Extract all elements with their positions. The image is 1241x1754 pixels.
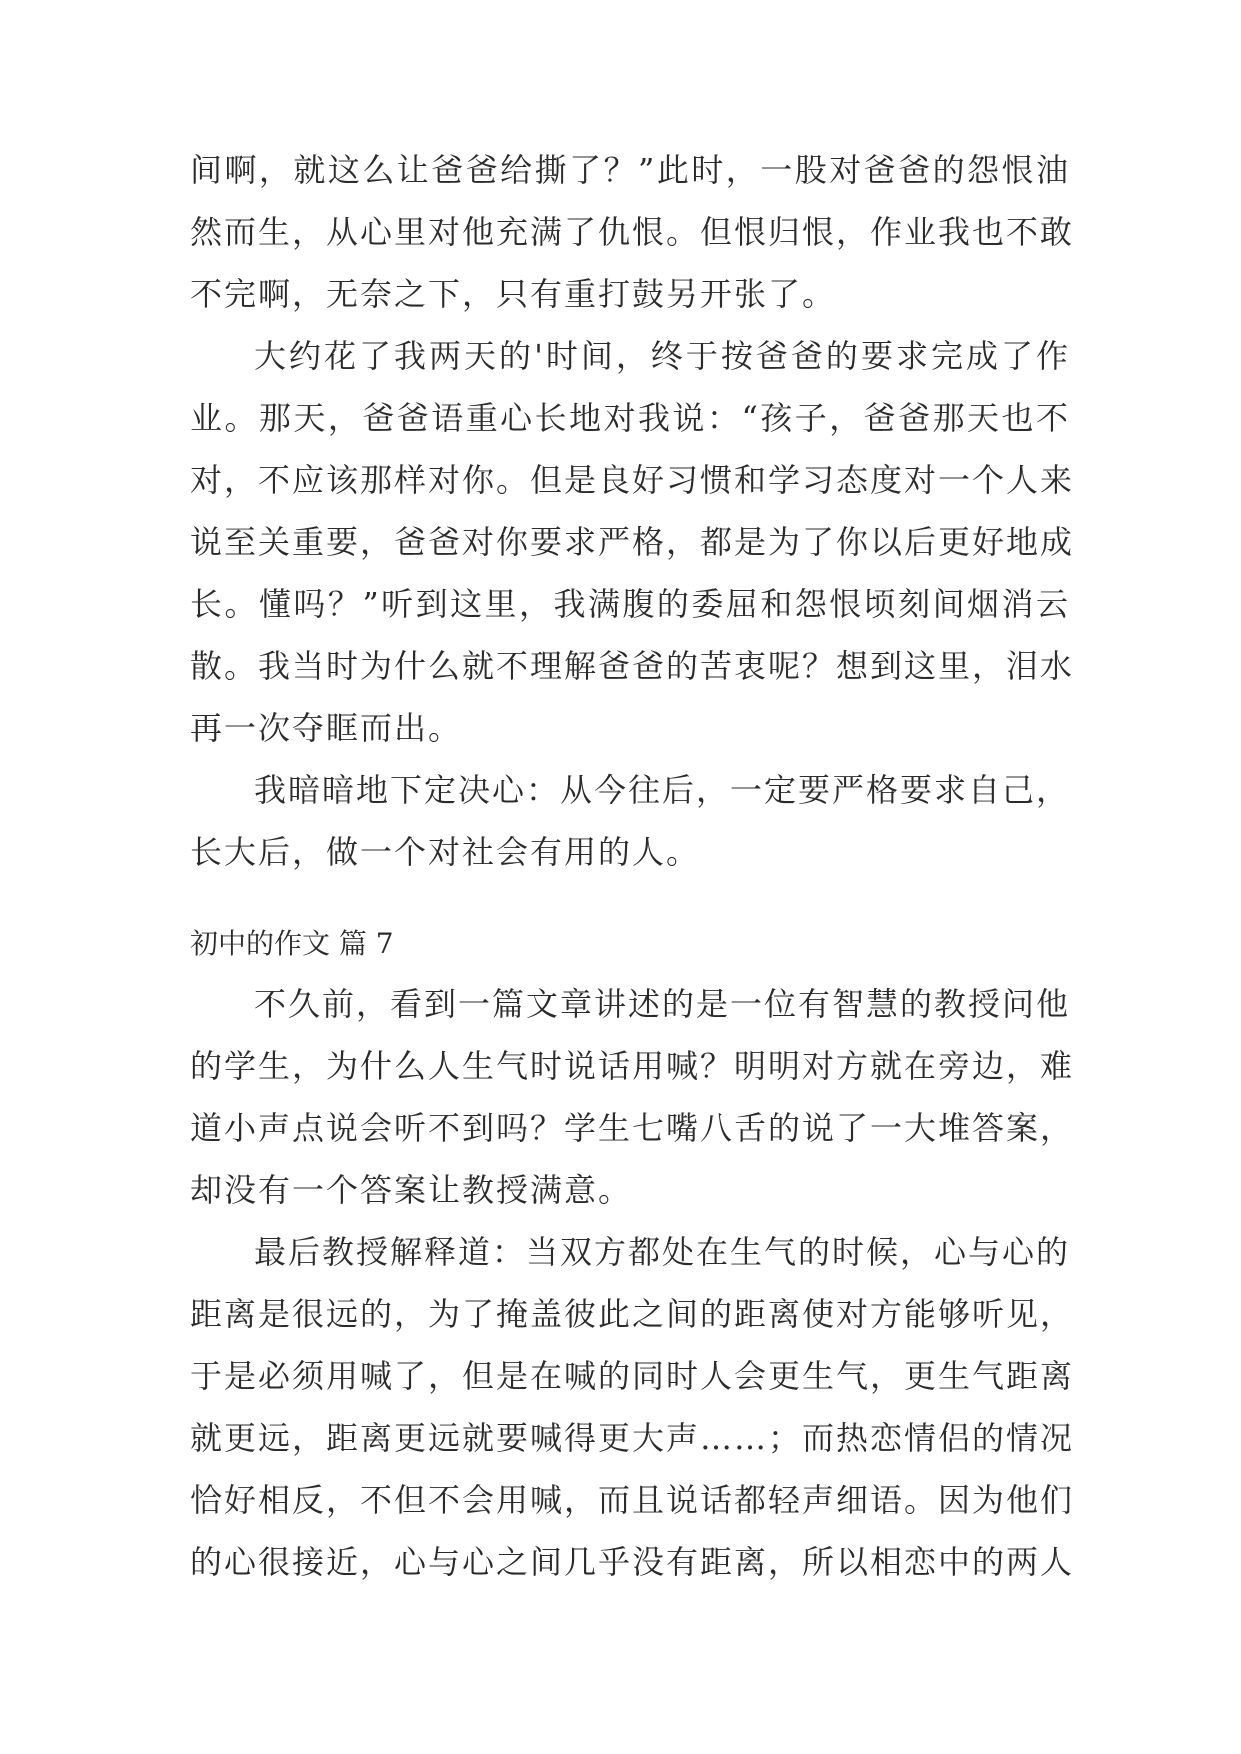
text-line: 对，不应该那样对你。但是良好习惯和学习态度对一个人来 [190, 461, 1075, 499]
text-line: 的学生，为什么人生气时说话用喊？明明对方就在旁边，难 [190, 1047, 1075, 1085]
section-heading: 初中的作文 篇 7 [190, 927, 394, 960]
text-line: 散。我当时为什么就不理解爸爸的苦衷呢？想到这里，泪水 [190, 647, 1075, 685]
text-line: 就更远，距离更远就要喊得更大声……；而热恋情侣的情况 [190, 1419, 1075, 1457]
text-line: 间啊，就这么让爸爸给撕了？”此时，一股对爸爸的怨恨油 [190, 151, 1070, 189]
text-line: 最后教授解释道：当双方都处在生气的时候，心与心的 [254, 1233, 1071, 1271]
text-line: 再一次夺眶而出。 [190, 709, 463, 747]
text-line: 却没有一个答案让教授满意。 [190, 1171, 633, 1209]
text-line: 距离是很远的，为了掩盖彼此之间的距离使对方能够听见， [190, 1295, 1075, 1333]
text-line: 不完啊，无奈之下，只有重打鼓另开张了。 [190, 275, 837, 313]
text-line: 长。懂吗？”听到这里，我满腹的委屈和怨恨顷刻间烟消云 [190, 585, 1070, 623]
text-line: 于是必须用喊了，但是在喊的同时人会更生气，更生气距离 [190, 1357, 1075, 1395]
text-line: 然而生，从心里对他充满了仇恨。但恨归恨，作业我也不敢 [190, 213, 1075, 251]
text-line: 道小声点说会听不到吗？学生七嘴八舌的说了一大堆答案， [190, 1109, 1075, 1147]
text-line: 业。那天，爸爸语重心长地对我说：“孩子，爸爸那天也不 [190, 399, 1070, 437]
text-line: 的心很接近，心与心之间几乎没有距离，所以相恋中的两人 [190, 1543, 1075, 1581]
text-line: 恰好相反，不但不会用喊，而且说话都轻声细语。因为他们 [190, 1481, 1075, 1519]
text-line: 不久前，看到一篇文章讲述的是一位有智慧的教授问他 [254, 985, 1071, 1023]
text-line: 我暗暗地下定决心：从今往后，一定要严格要求自己， [254, 771, 1071, 809]
text-line: 说至关重要，爸爸对你要求严格，都是为了你以后更好地成 [190, 523, 1075, 561]
text-line: 长大后，做一个对社会有用的人。 [190, 833, 701, 871]
text-line: 大约花了我两天的'时间，终于按爸爸的要求完成了作 [254, 337, 1070, 375]
